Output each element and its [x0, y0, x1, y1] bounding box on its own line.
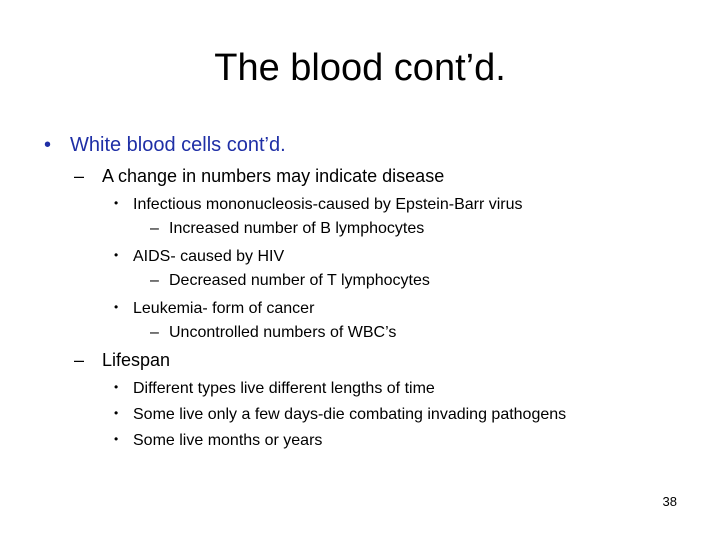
- list-item-months-or-years: [114, 429, 322, 451]
- list-item-aids-detail: [150, 271, 430, 291]
- list-item-text: Some live only a few days-die combating invading pathogens: [133, 406, 567, 423]
- list-item-text: Infectious mononucleosis-caused by Epstein-Barr virus: [133, 196, 523, 213]
- list-item-text: AIDS- caused by HIV: [133, 248, 285, 265]
- bullet-marker: •: [44, 134, 52, 156]
- list-item-mononucleosis: [114, 193, 523, 215]
- list-item-leukemia-detail: [150, 323, 396, 343]
- list-item-text: Leukemia- form of cancer: [133, 300, 315, 317]
- bullet-marker: •: [114, 196, 119, 210]
- dash-marker: –: [150, 324, 159, 341]
- sub-bullet-text: Lifespan: [102, 350, 171, 370]
- slide-title: The blood cont’d.: [214, 47, 506, 89]
- bullet-marker: •: [114, 406, 119, 420]
- list-item-few-days: [114, 403, 566, 425]
- list-item-text: Some live months or years: [133, 432, 323, 449]
- bullet-marker: •: [114, 432, 119, 446]
- list-item-aids: [114, 245, 284, 267]
- bullet-marker: •: [114, 300, 119, 314]
- dash-marker: –: [74, 166, 85, 186]
- list-item-different-types: [114, 377, 435, 399]
- list-item-text: Decreased number of T lymphocytes: [169, 272, 430, 289]
- page-number: 38: [662, 494, 677, 509]
- sub-bullet-lifespan: [74, 349, 170, 371]
- list-item-text: Increased number of B lymphocytes: [169, 220, 425, 237]
- bullet-marker: •: [114, 380, 119, 394]
- sub-bullet-text: A change in numbers may indicate disease: [102, 166, 445, 186]
- list-item-text: Uncontrolled numbers of WBC’s: [169, 324, 397, 341]
- sub-bullet-change-in-numbers: [74, 165, 444, 187]
- list-item-leukemia: [114, 297, 314, 319]
- bullet-text: White blood cells cont’d.: [70, 134, 286, 156]
- dash-marker: –: [150, 220, 159, 237]
- bullet-white-blood-cells: [44, 133, 286, 157]
- list-item-text: Different types live different lengths of time: [133, 380, 435, 397]
- bullet-marker: •: [114, 248, 119, 262]
- dash-marker: –: [74, 350, 85, 370]
- list-item-mononucleosis-detail: [150, 219, 424, 239]
- dash-marker: –: [150, 272, 159, 289]
